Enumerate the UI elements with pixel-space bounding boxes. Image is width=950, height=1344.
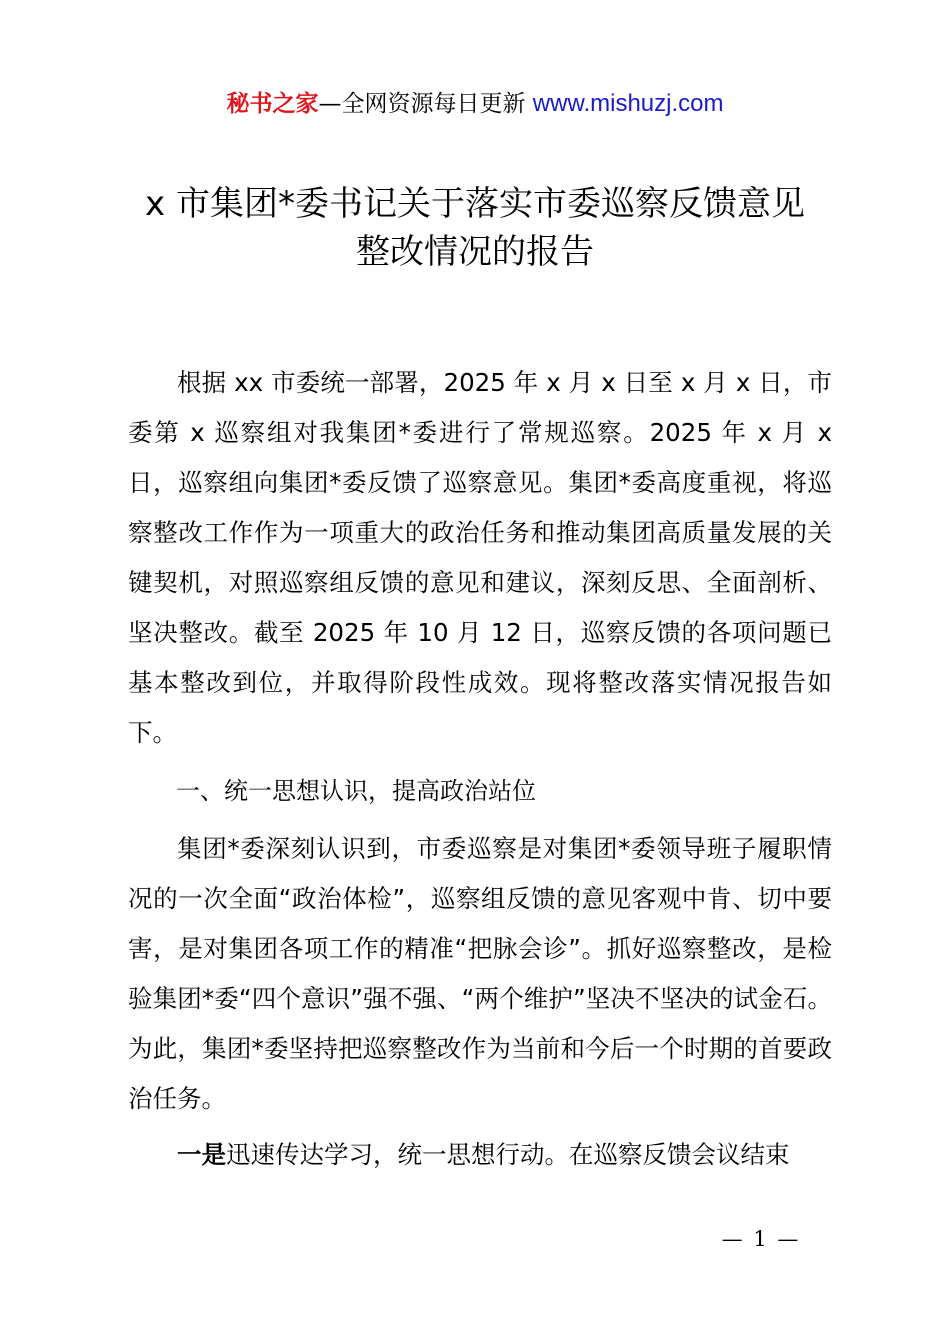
section-1-heading: 一、统一思想认识，提高政治站位 bbox=[176, 777, 536, 805]
document-title-line-2: 整改情况的报告 bbox=[356, 232, 594, 272]
section-1-paragraph: 集团*委深刻认识到，市委巡察是对集团*委领导班子履职情况的一次全面“政治体检”，巡察组反馈的意见客观中肯、切中要害，是对集团各项工作的精准“把脉会诊”。抓好巡察整改，是检验集团*委“四个意识”强不强、“两个维护”坚决不坚决的试金石。为此，集团*委坚持把巡察整改作为当前和今后一个时期的首要政治任务。 bbox=[128, 834, 832, 1113]
page-number: — 1 — bbox=[721, 1227, 801, 1251]
item-1-lead: 一是 bbox=[177, 1140, 226, 1169]
item-1-text: 迅速传达学习，统一思想行动。在巡察反馈会议结束 bbox=[226, 1140, 790, 1169]
document-body bbox=[128, 358, 832, 1180]
item-1-paragraph bbox=[128, 1130, 832, 1180]
page-header bbox=[0, 86, 950, 122]
site-tagline: —全网资源每日更新 bbox=[318, 91, 533, 117]
site-url-link[interactable]: www.mishuzj.com bbox=[532, 90, 724, 117]
document-title-line-1: x 市集团*委书记关于落实市委巡察反馈意见 bbox=[145, 184, 805, 224]
document-title bbox=[100, 180, 850, 276]
site-brand: 秘书之家 bbox=[226, 91, 319, 117]
intro-paragraph: 根据 xx 市委统一部署，2025 年 x 月 x 日至 x 月 x 日，市委第 x 巡察组对我集团*委进行了常规巡察。2025 年 x 月 x 日，巡察组向集团*委反馈了巡察意见。集团*委高度重视，将巡察整改工作作为一项重大的政治任务和推动集团高质量发展的关键契机，对照巡察组反馈的意见和建议，深刻反思、全面剖析、坚决整改。截至 2025 年 10 月 12 日，巡察反馈的各项问题已基本整改到位，并取得阶段性成效。现将整改落实情况报告如下。 bbox=[128, 368, 832, 747]
